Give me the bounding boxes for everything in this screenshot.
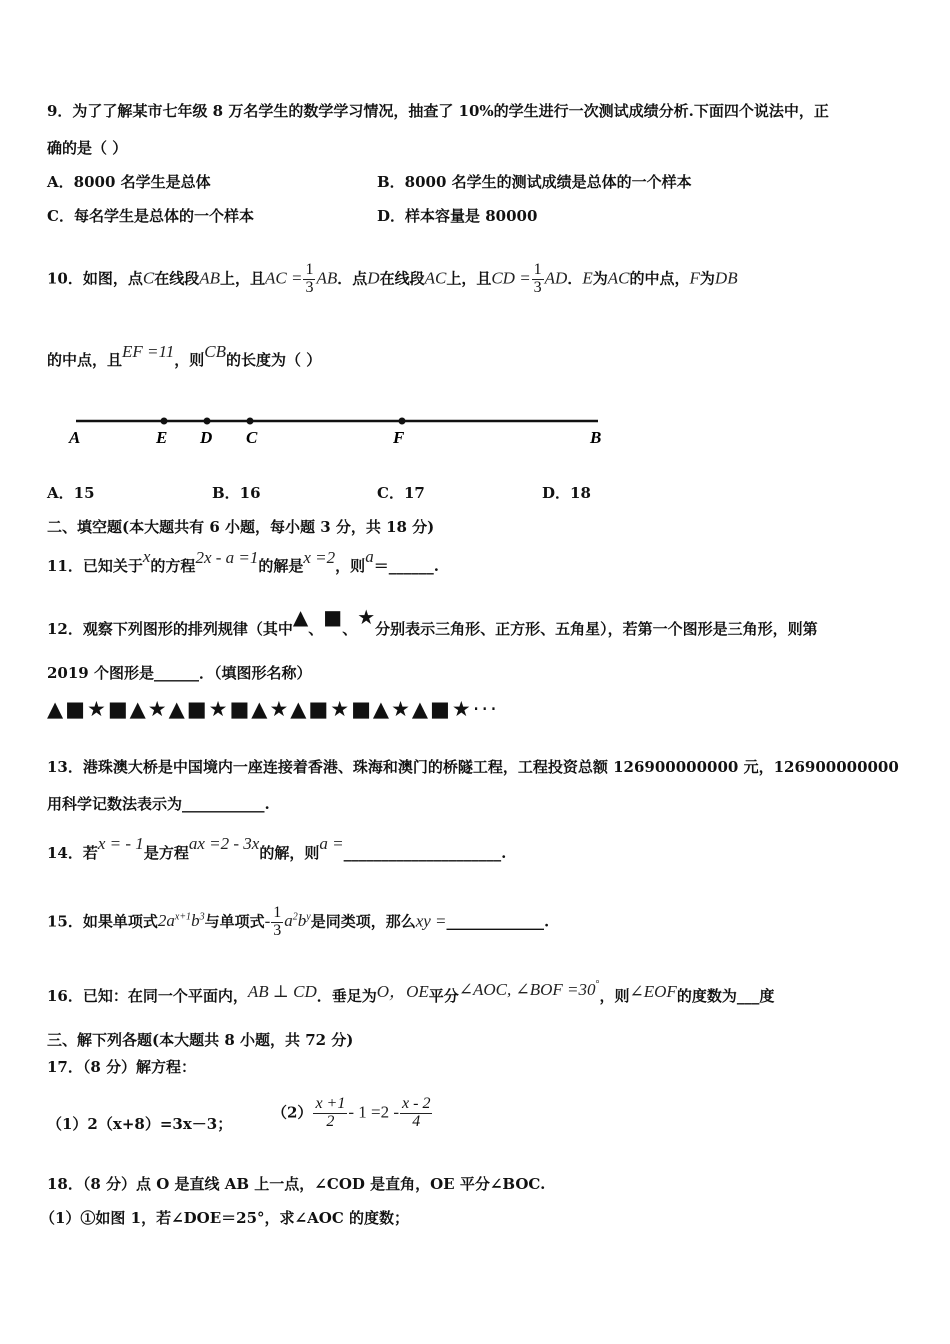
q10-text: 上，且 <box>220 269 266 288</box>
q10-line-figure <box>60 405 620 455</box>
q17-middle: - 1 =2 - <box>348 1102 400 1122</box>
q10-text: ．点 <box>337 269 368 288</box>
q11-equation: 2x - a =1 <box>195 548 259 567</box>
q10-point-d: D <box>367 268 380 288</box>
q16-blank: 的度数为___度 <box>676 987 775 1005</box>
q10-text: ，则 <box>174 351 205 369</box>
q10-segment-cb: CB <box>204 342 226 361</box>
q10-option-b: B．16 <box>212 484 261 502</box>
q10-point-f: F <box>689 268 700 288</box>
q16-point-o: O， <box>376 982 407 1001</box>
q10-ab-rhs: AB <box>316 268 338 288</box>
square-icon: ■ <box>323 605 343 629</box>
q16-text: ，则 <box>599 987 630 1005</box>
q10-option-a: A．15 <box>47 484 95 502</box>
q10-point-e: E <box>582 268 593 288</box>
base: a <box>284 911 293 931</box>
q16-angles: ∠AOC, ∠BOF =30 <box>458 980 596 999</box>
q13-stem-line1: 13．港珠澳大桥是中国境内一座连接着香港、珠海和澳门的桥隧工程，工程投资总额 126900000000 元，126900000000 <box>47 758 899 776</box>
q11-stem <box>47 547 439 575</box>
q10-fraction-one-third-2 <box>532 262 544 297</box>
q17-part-1: （1）2（x+8）=3x－3； <box>47 1115 233 1133</box>
numerator: 1 <box>305 261 314 278</box>
q9-option-a: A．8000 名学生是总体 <box>47 173 211 191</box>
denominator: 2 <box>326 1112 335 1130</box>
q15-xy: xy = <box>415 911 447 931</box>
q14-blank: _____________________. <box>343 844 507 862</box>
q16-ray-oe: OE <box>406 982 429 1001</box>
q14-text: 的解，则 <box>259 844 320 862</box>
q10-text: 在线段 <box>154 269 200 288</box>
coef: 2a <box>157 911 175 931</box>
label-d: D <box>200 428 213 447</box>
q16-text: 16．已知：在同一个平面内， <box>47 987 248 1005</box>
triangle-icon: ▲ <box>292 605 309 629</box>
q11-var-x: x <box>142 547 151 566</box>
q10-ad-rhs: AD <box>544 268 568 288</box>
q16-degree: ° <box>595 979 600 990</box>
q10-segment-ac-2: AC <box>607 268 630 288</box>
exp: x+1 <box>174 911 192 923</box>
q12-shape-sequence: ▲■★■▲★▲■★■▲★▲■★■▲★▲■★··· <box>47 697 499 721</box>
q14-x-value: x = - 1 <box>97 834 144 853</box>
q18-stem: 18．（8 分）点 O 是直线 AB 上一点，∠COD 是直角，OE 平分∠BOC. <box>47 1175 546 1193</box>
q10-option-c: C．17 <box>377 484 425 502</box>
section-3-heading: 三、解下列各题(本大题共 8 小题，共 72 分) <box>47 1031 354 1049</box>
q14-text: 14．若 <box>47 844 98 862</box>
q16-stem <box>47 979 775 1005</box>
q11-blank: ＝______. <box>373 557 439 575</box>
q12-stem-line1 <box>47 605 818 638</box>
star-icon: ★ <box>357 605 376 629</box>
point-e-dot <box>161 418 168 425</box>
numerator: x - 2 <box>402 1095 431 1112</box>
q11-var-a: a <box>365 547 374 566</box>
q10-text: 的中点，且 <box>47 351 123 369</box>
q10-fraction-one-third <box>303 262 315 297</box>
q16-angle-eof: ∠EOF <box>629 982 677 1001</box>
base: b <box>297 911 307 931</box>
q11-text: 11．已知关于 <box>47 557 143 575</box>
q10-option-d: D．18 <box>542 484 591 502</box>
q12-text: 分别表示三角形、正方形、五角星），若第一个图形是三角形，则第 <box>375 620 818 638</box>
q11-text: 的方程 <box>150 557 196 575</box>
label-a: A <box>69 428 81 447</box>
denominator: 3 <box>305 278 314 296</box>
q10-text: 的长度为（ ） <box>226 351 322 369</box>
q15-text: 是同类项，那么 <box>310 912 416 931</box>
q17-part-2-label: （2） <box>272 1103 313 1122</box>
q17-fraction-1 <box>313 1096 347 1131</box>
point-f-dot <box>399 418 406 425</box>
q12-separator: 、 <box>342 620 358 638</box>
numerator: 1 <box>533 261 542 278</box>
point-c-dot <box>247 418 254 425</box>
numerator: x +1 <box>315 1095 346 1112</box>
q9-stem-line2: 确的是（ ） <box>47 139 128 157</box>
q16-perpendicular: AB ⊥ CD <box>247 982 317 1001</box>
q11-text: ，则 <box>335 557 366 575</box>
denominator: 3 <box>533 278 542 296</box>
q14-stem <box>47 834 507 862</box>
label-f: F <box>393 428 405 447</box>
q10-text: 为 <box>699 269 715 288</box>
q14-equation: ax =2 - 3x <box>188 834 260 853</box>
q18-part-1: （1）①如图 1，若∠DOE＝25°，求∠AOC 的度数； <box>40 1209 409 1227</box>
q15-stem <box>47 905 549 940</box>
numerator: 1 <box>273 904 282 921</box>
label-b: B <box>590 428 602 447</box>
q9-option-c: C．每名学生是总体的一个样本 <box>47 207 254 225</box>
q10-stem-line2 <box>47 342 322 369</box>
exp: y <box>306 911 311 923</box>
point-d-dot <box>204 418 211 425</box>
q9-option-b: B．8000 名学生的测试成绩是总体的一个样本 <box>377 173 692 191</box>
exp: 2 <box>292 911 298 923</box>
q15-monomial-2 <box>284 911 310 930</box>
q17-fraction-2 <box>400 1096 432 1131</box>
q17-part-2 <box>272 1096 433 1131</box>
q15-fraction-one-third <box>271 905 283 940</box>
q10-text: 在线段 <box>379 269 425 288</box>
q10-segment-db: DB <box>714 268 738 288</box>
q10-text: 10．如图，点 <box>47 269 143 288</box>
q10-stem-line1 <box>47 262 738 297</box>
q10-ac-lhs: AC = <box>265 268 303 288</box>
q9-option-d: D．样本容量是 80000 <box>377 207 538 225</box>
q10-segment-ac: AC <box>424 268 447 288</box>
q14-var-a: a = <box>319 834 344 853</box>
q15-text: 与单项式 <box>204 912 265 931</box>
q12-text: 12．观察下列图形的排列规律（其中 <box>47 620 293 638</box>
label-c: C <box>246 428 258 447</box>
q10-cd-lhs: CD = <box>491 268 531 288</box>
q10-point-c: C <box>142 268 155 288</box>
q10-text: ． <box>567 269 583 288</box>
q10-ef-equation: EF =11 <box>122 342 175 361</box>
q15-monomial-1 <box>158 911 205 930</box>
q14-text: 是方程 <box>143 844 189 862</box>
base: b <box>191 911 200 931</box>
q15-minus: - <box>264 911 271 931</box>
q15-blank: _____________. <box>446 912 550 931</box>
q10-segment-ab: AB <box>199 268 221 288</box>
q11-text: 的解是 <box>258 557 304 575</box>
q10-text: 的中点， <box>629 269 690 288</box>
denominator: 3 <box>273 921 282 939</box>
q11-solution: x =2 <box>303 548 336 567</box>
q10-text: 为 <box>592 269 608 288</box>
label-e: E <box>156 428 168 447</box>
exp: 3 <box>199 911 205 923</box>
q12-separator: 、 <box>308 620 324 638</box>
q13-stem-line2: 用科学记数法表示为___________. <box>47 795 270 813</box>
q16-text: 平分 <box>428 987 459 1005</box>
section-2-heading: 二、填空题(本大题共有 6 小题，每小题 3 分，共 18 分) <box>47 518 435 536</box>
denominator: 4 <box>412 1112 421 1130</box>
q10-text: 上，且 <box>446 269 492 288</box>
q17-title: 17．（8 分）解方程： <box>47 1058 197 1076</box>
q16-text: ．垂足为 <box>316 987 377 1005</box>
q15-text: 15．如果单项式 <box>47 912 158 931</box>
q9-stem-line1: 9．为了了解某市七年级 8 万名学生的数学学习情况，抽查了 10%的学生进行一次测试成绩分析.下面四个说法中，正 <box>47 102 829 120</box>
q12-stem-line2: 2019 个图形是______．（填图形名称） <box>47 664 312 682</box>
